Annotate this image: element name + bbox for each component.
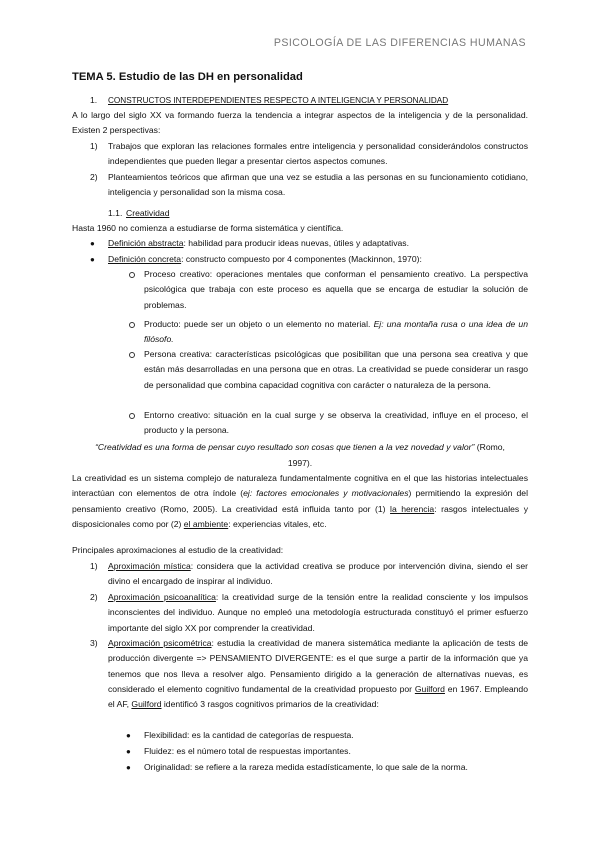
definition-concrete <box>108 252 528 267</box>
list-number: 3) <box>90 638 98 648</box>
rasgo-item: Fluidez: es el número total de respuestas importantes. <box>144 746 351 756</box>
aproximacion-label: Aproximación mística <box>108 561 191 571</box>
component-example: Ej: una montaña rusa o una idea de un filósofo. <box>144 319 528 345</box>
bullet-icon: ● <box>126 747 131 756</box>
aproximaciones-intro: Principales aproximaciones al estudio de la creatividad: <box>72 545 284 555</box>
hollow-bullet-icon <box>129 413 135 419</box>
quote-citation: (Romo, <box>474 442 505 452</box>
aproximacion-text: : considera que la actividad creativa se produce por intervención divina, siendo el ser divino el encargado de inspirar al individuo. <box>108 561 528 587</box>
quote <box>72 440 528 455</box>
subsection-heading: Creatividad <box>126 208 170 218</box>
aproximacion-item <box>108 559 528 590</box>
paragraph-text: La creatividad es un sistema complejo de naturaleza fundamentalmente cognitiva en el que las historias intelectuales interactúan con elementos de otra índole ( <box>72 473 528 499</box>
list-item: Trabajos que exploran las relaciones formales entre inteligencia y personalidad considerándolos constructos independientes que pueden llegar a presentar ciertos aspectos comunes. <box>108 141 528 167</box>
list-number: 1) <box>90 561 98 571</box>
aproximacion-label: Aproximación psicométrica <box>108 638 212 648</box>
list-number: 2) <box>90 592 98 602</box>
bullet-icon: ● <box>126 731 131 740</box>
aproximacion-text: identificó 3 rasgos cognitivos primarios de la creatividad: <box>161 699 379 710</box>
section-number: 1. <box>90 95 98 105</box>
paragraph-text: : experiencias vitales, etc. <box>228 518 327 529</box>
list-number: 1) <box>90 141 98 151</box>
creatividad-intro: Hasta 1960 no comienza a estudiarse de forma sistemática y científica. <box>72 223 344 233</box>
aproximacion-text: en 1967. Empleando el AF, <box>108 683 528 710</box>
paragraph-text: : rasgos intelectuales y disposicionales como por (2) <box>72 503 528 529</box>
definition-text: : habilidad para producir ideas nuevas, útiles y adaptativas. <box>183 238 409 248</box>
rasgo-item: Originalidad: se refiere a la rareza medida estadísticamente, lo que sale de la norma. <box>144 762 468 772</box>
running-header: PSICOLOGÍA DE LAS DIFERENCIAS HUMANAS <box>273 37 526 49</box>
subsection-number: 1.1. <box>108 208 123 218</box>
definition-abstract <box>108 236 528 251</box>
component-item: Persona creativa: características psicológicas que posibilitan que una persona sea creativa y que están más desarrolladas en una persona que en otras. La creatividad se puede considerar un rasgo de personalidad que combina capacidad cognitiva con carácter o naturaleza de la persona. <box>144 349 528 390</box>
aproximacion-item <box>108 590 528 636</box>
list-number: 2) <box>90 172 98 182</box>
quote-year: 1997). <box>287 458 313 468</box>
aproximacion-label: Aproximación psicoanalítica <box>108 592 216 602</box>
author-name: Guilford <box>414 683 445 694</box>
section-intro: A lo largo del siglo XX va formando fuerza la tendencia a integrar aspectos de la inteligencia y de la personalidad. Existen 2 perspectivas: <box>72 110 528 136</box>
hollow-bullet-icon <box>129 272 135 278</box>
component-item: Proceso creativo: operaciones mentales que conforman el pensamiento creativo. La perspectiva psicológica que trabaja con este proceso es aquella que se encarga de estudiar la solución de problemas. <box>144 269 528 310</box>
aproximacion-text: : estudia la creatividad de manera sistemática mediante la aplicación de tests de producción divergente => PENSAMIENTO DIVERGENTE: es el que surge a partir de la información que ya tenemos que nos lleva a resolver algo. Pensamiento dirigido a la generación de alternativas nuevas, es considerado el elemento cognitivo fundamental de la creatividad propuesto por <box>108 638 529 694</box>
section-heading: CONSTRUCTOS INTERDEPENDIENTES RESPECTO A INTELIGENCIA Y PERSONALIDAD <box>108 96 449 105</box>
quote-text: “Creatividad es una forma de pensar cuyo resultado son cosas que tienen a la vez novedad y valor” <box>95 442 475 452</box>
document-title: TEMA 5. Estudio de las DH en personalidad <box>72 71 303 83</box>
paragraph-underline: el ambiente <box>183 518 229 529</box>
component-text: Producto: puede ser un objeto o un elemento no material. <box>144 319 374 329</box>
definition-text: : constructo compuesto por 4 componentes (Mackinnon, 1970): <box>181 254 422 264</box>
paragraph-italic: ej: factores emocionales y motivacionales <box>243 488 409 499</box>
definition-label: Definición concreta <box>108 254 182 264</box>
author-name: Guilford <box>131 699 162 710</box>
aproximacion-item <box>108 636 528 712</box>
bullet-icon: ● <box>90 255 95 264</box>
component-item <box>144 317 528 348</box>
component-item: Entorno creativo: situación en la cual surge y se observa la creatividad, influye en el proceso, el producto y la persona. <box>144 410 528 436</box>
rasgo-item: Flexibilidad: es la cantidad de categorías de respuesta. <box>144 730 354 740</box>
list-item: Planteamientos teóricos que afirman que una vez se estudia a las personas en su funcionamiento cotidiano, inteligencia y personalidad son la misma cosa. <box>108 172 528 198</box>
bullet-icon: ● <box>90 239 95 248</box>
paragraph-text: ) permitiendo la expresión del pensamiento creativo (Romo, 2005). La creatividad está influida tanto por (1) <box>72 488 528 514</box>
aproximacion-text: : la creatividad surge de la tensión entre la realidad consciente y los impulsos inconscientes del individuo. Aunque no empleó una metodología estructurada constituyó el primer esfuerzo importante del siglo XX por comprender la creatividad. <box>108 592 528 633</box>
definition-label: Definición abstracta <box>108 238 184 248</box>
hollow-bullet-icon <box>129 322 135 328</box>
creatividad-paragraph <box>72 471 528 532</box>
bullet-icon: ● <box>126 763 131 772</box>
hollow-bullet-icon <box>129 352 135 358</box>
paragraph-underline: la herencia <box>390 503 435 514</box>
